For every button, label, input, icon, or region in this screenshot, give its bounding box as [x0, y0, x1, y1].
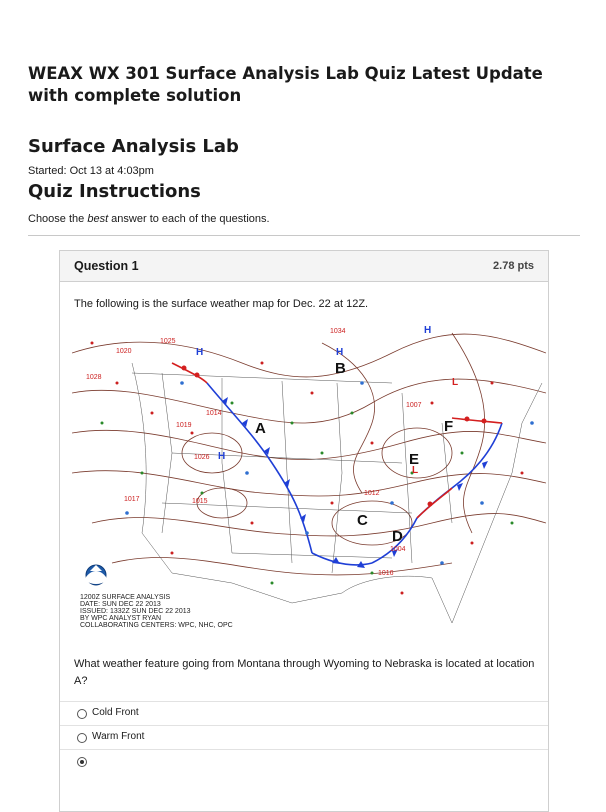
radio-button-selected[interactable] [77, 757, 87, 767]
map-caption-line: COLLABORATING CENTERS: WPC, NHC, OPC [80, 622, 233, 629]
question-intro: The following is the surface weather map for Dec. 22 at 12Z. [74, 298, 369, 310]
map-caption-line: 1200Z SURFACE ANALYSIS [80, 594, 171, 601]
low-pressure-symbol: L [412, 465, 419, 476]
answer-option[interactable] [60, 749, 548, 773]
pressure-value: 1034 [330, 328, 346, 335]
document-title: WEAX WX 301 Surface Analysis Lab Quiz Latest Update with complete solution [28, 64, 543, 105]
pressure-value: 1019 [176, 422, 192, 429]
map-label-d: D [392, 528, 403, 545]
high-pressure-symbol: H [424, 325, 432, 336]
instructions-text-end: answer to each of the questions. [108, 213, 270, 225]
pressure-value: 1017 [124, 496, 140, 503]
answer-list [60, 701, 548, 773]
high-pressure-symbol: H [196, 347, 204, 358]
instructions-text [28, 213, 270, 225]
answer-option[interactable] [60, 701, 548, 725]
instructions-text-start: Choose the [28, 213, 88, 225]
pressure-value: 1004 [390, 546, 406, 553]
section-divider [28, 235, 580, 236]
pressure-value: 1016 [378, 570, 394, 577]
surface-weather-map [72, 323, 546, 631]
radio-button[interactable] [77, 709, 87, 719]
noaa-logo-icon [86, 565, 106, 585]
question-header [60, 251, 548, 282]
question-text: What weather feature going from Montana through Wyoming to Nebraska is located at location A? [74, 658, 535, 687]
map-label-a: A [255, 420, 266, 437]
question-card [59, 250, 549, 812]
pressure-value: 1028 [86, 374, 102, 381]
started-timestamp: Started: Oct 13 at 4:03pm [28, 165, 154, 177]
map-caption-line: ISSUED: 1332Z SUN DEC 22 2013 [80, 608, 191, 615]
high-pressure-symbol: H [336, 347, 344, 358]
pressure-value: 1026 [194, 454, 210, 461]
question-number: Question 1 [74, 259, 139, 273]
pressure-value: 1007 [406, 402, 422, 409]
pressure-value: 1014 [206, 410, 222, 417]
map-caption-line: BY WPC ANALYST RYAN [80, 615, 162, 622]
quiz-title: Surface Analysis Lab [28, 136, 239, 157]
answer-label: Warm Front [92, 731, 145, 742]
map-label-e: E [409, 451, 420, 468]
low-pressure-symbol: L [452, 377, 459, 388]
map-caption-line: DATE: SUN DEC 22 2013 [80, 601, 161, 608]
map-label-f: F [444, 418, 454, 435]
pressure-value: 1020 [116, 348, 132, 355]
map-label-b: B [335, 360, 346, 377]
high-pressure-symbol: H [218, 451, 226, 462]
answer-option[interactable] [60, 725, 548, 749]
radio-button[interactable] [77, 733, 87, 743]
answer-label: Cold Front [92, 707, 139, 718]
instructions-heading: Quiz Instructions [28, 181, 201, 202]
instructions-emphasis: best [87, 213, 109, 225]
pressure-value: 1012 [364, 490, 380, 497]
pressure-value: 1015 [192, 498, 208, 505]
question-points: 2.78 pts [493, 260, 534, 272]
map-label-c: C [357, 512, 368, 529]
pressure-value: 1025 [160, 338, 176, 345]
